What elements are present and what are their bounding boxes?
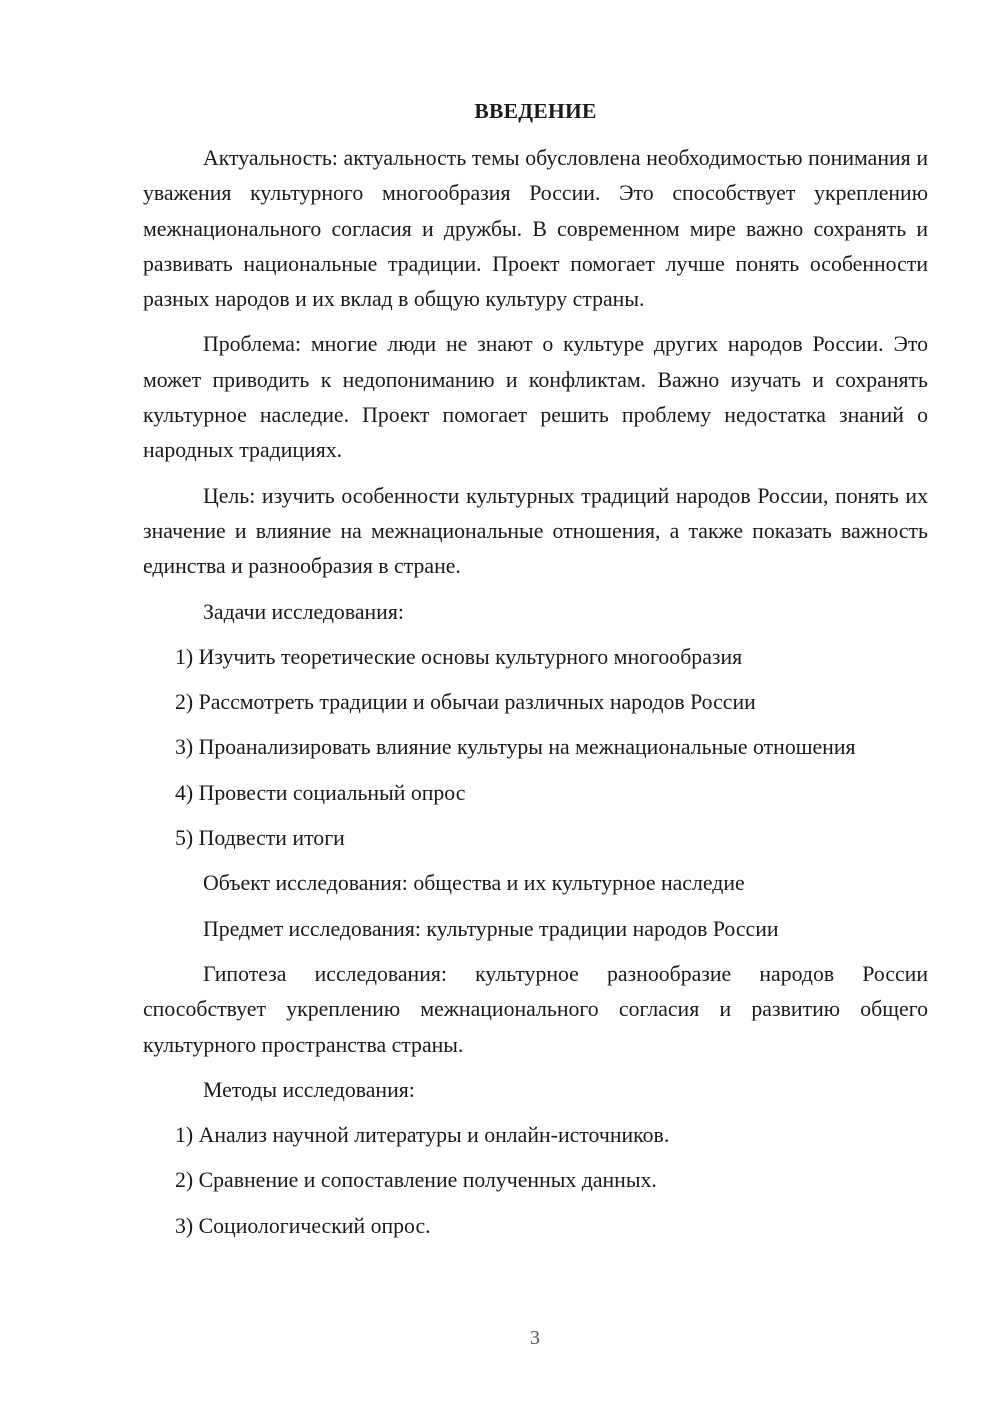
task-item: 3) Проанализировать влияние культуры на межнациональные отношения	[175, 735, 856, 760]
task-item: 4) Провести социальный опрос	[175, 780, 466, 805]
hypothesis-paragraph: Гипотеза исследования: культурное разнообразие народов России способствует укреплению межнационального согласия и развитию общего культурного пространства страны.	[143, 961, 928, 1057]
task-item: 2) Рассмотреть традиции и обычаи различных народов России	[175, 690, 756, 715]
method-item: 1) Анализ научной литературы и онлайн-источников.	[175, 1123, 670, 1148]
task-item: 5) Подвести итоги	[175, 826, 345, 851]
document-page	[143, 94, 928, 1254]
section-title: ВВЕДЕНИЕ	[474, 99, 597, 123]
method-item: 3) Социологический опрос.	[175, 1213, 431, 1238]
task-item: 1) Изучить теоретические основы культурного многообразия	[175, 644, 743, 669]
methods-heading: Методы исследования:	[203, 1077, 415, 1102]
actuality-paragraph: Актуальность: актуальность темы обусловлена необходимостью понимания и уважения культурного многообразия России. Это способствует укреплению межнационального согласия и дружбы. В современном мире важно сохранять и развивать национальные традиции. Проект помогает лучше понять особенности разных народов и их вклад в общую культуру страны.	[143, 146, 928, 312]
page-number: 3	[530, 1327, 540, 1349]
subject-line: Предмет исследования: культурные традиции народов России	[203, 916, 779, 941]
method-item: 2) Сравнение и сопоставление полученных данных.	[175, 1168, 657, 1193]
object-line: Объект исследования: общества и их культурное наследие	[203, 871, 745, 896]
problem-paragraph: Проблема: многие люди не знают о культуре других народов России. Это может приводить к недопониманию и конфликтам. Важно изучать и сохранять культурное наследие. Проект помогает решить проблему недостатка знаний о народных традициях.	[143, 332, 928, 463]
tasks-heading: Задачи исследования:	[203, 599, 404, 624]
goal-paragraph: Цель: изучить особенности культурных традиций народов России, понять их значение и влияние на межнациональные отношения, а также показать важность единства и разнообразия в стране.	[143, 483, 928, 579]
